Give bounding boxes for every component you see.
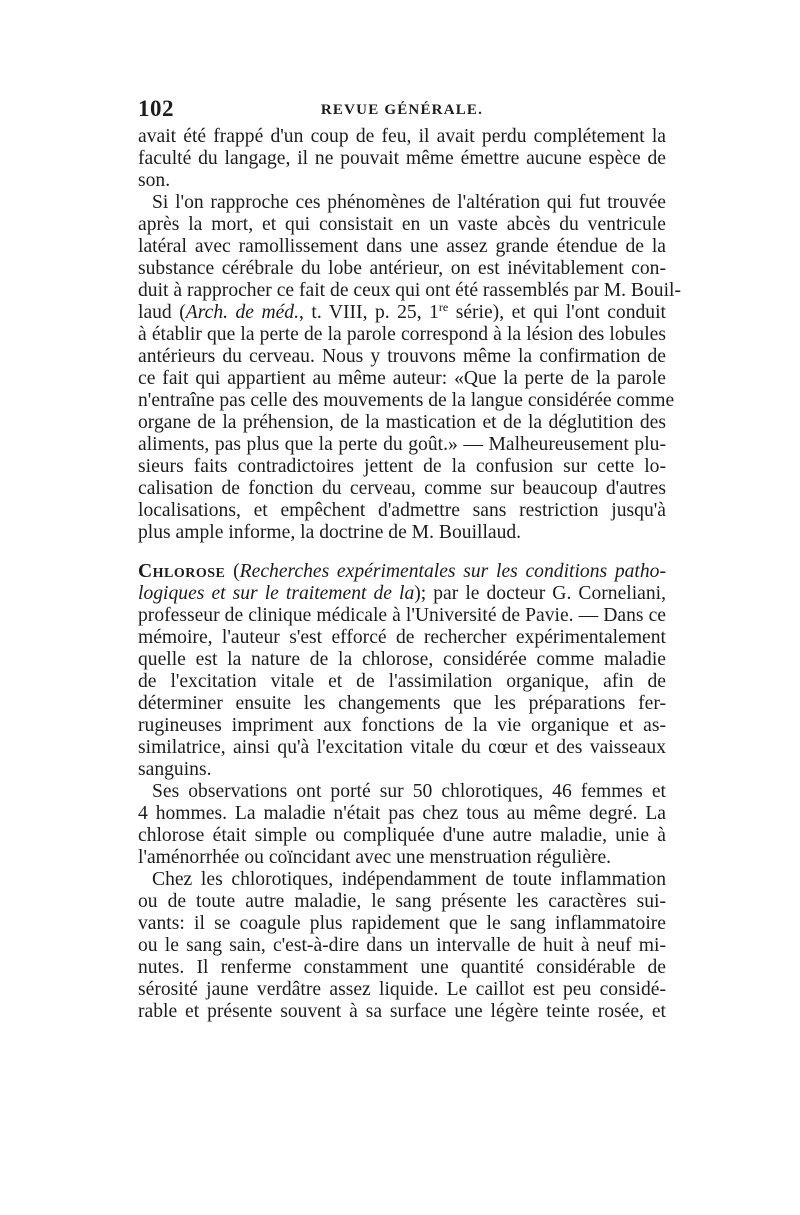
text-line: vants: il se coagule plus rapidement que le sang inflammatoire [138,913,666,934]
journal-title: Arch. de méd. [185,302,299,323]
text-line: plus ample informe, la doctrine de M. Bouillaud. [138,522,522,543]
running-title: REVUE GÉNÉRALE. [320,102,484,118]
text-line: déterminer ensuite les changements que les préparations fer- [138,693,666,714]
text-line: duit à rapprocher ce fait de ceux qui ont été rassemblés par M. Bouil- [138,280,681,301]
text-line: chlorose était simple ou compliquée d'une autre maladie, unie à [138,825,666,846]
text-line: sieurs faits contradictoires jettent de la confusion sur cette lo- [138,456,666,477]
text-line: mémoire, l'auteur s'est efforcé de rechercher expérimentalement [138,627,666,648]
paragraph-2 [138,192,681,544]
ref-superscript: re [438,300,449,314]
ref-middle: , t. VIII, p. 25, 1 [299,302,439,323]
ref-after: série), et qui l'ont conduit [448,302,666,323]
text-line: de l'excitation vitale et de l'assimilation organique, afin de [138,671,666,692]
page-number: 102 [138,96,174,121]
article-title-2: logiques et sur le traitement de la [138,583,415,604]
text-line: après la mort, et qui consistait en un vaste abcès du ventricule [138,214,666,235]
text-line: Chez les chlorotiques, indépendamment de toute inflammation [152,869,666,890]
text-line: substance cérébrale du lobe antérieur, on est inévitablement con- [138,258,666,279]
text-line: Si l'on rapproche ces phénomènes de l'altération qui fut trouvée [152,192,666,213]
text-line: ou le sang sain, c'est-à-dire dans un intervalle de huit à neuf mi- [138,935,666,956]
text-line: calisation de fonction du cerveau, comme sur beaucoup d'autres [138,478,666,499]
text-line: avait été frappé d'un coup de feu, il avait perdu complétement la [138,126,666,147]
text-line: 4 hommes. La maladie n'était pas chez tous au même degré. La [138,803,666,824]
text-line: à établir que la perte de la parole correspond à la lésion des lobules [138,324,666,345]
text-line: antérieurs du cerveau. Nous y trouvons même la confirmation de [138,346,666,367]
text-line: quelle est la nature de la chlorose, considérée comme maladie [138,649,666,670]
reference-line [138,302,666,324]
text-line: nutes. Il renferme constamment une quantité considérable de [138,957,666,978]
section-heading-line [138,561,666,583]
text-line: sanguins. [138,759,212,780]
document-page [138,96,681,1023]
text-line: ce fait qui appartient au même auteur: «Que la perte de la parole [138,368,666,389]
text-line: sérosité jaune verdâtre assez liquide. Le caillot est peu considé- [138,979,666,1000]
author-line: ); par le docteur G. Corneliani, [414,583,666,604]
paren-open: ( [225,561,240,582]
article-title-1: Recherches expérimentales sur les conditions patho- [239,561,666,582]
text-line: aliments, pas plus que la perte du goût.» — Malheureusement plu- [138,434,666,455]
text-line: latéral avec ramollissement dans une assez grande étendue de la [138,236,666,257]
text-line: similatrice, ainsi qu'à l'excitation vitale du cœur et des vaisseaux [138,737,666,758]
article-title-line [138,583,666,605]
chlorose-section [138,561,666,1023]
text-line: localisations, et empêchent d'admettre sans restriction jusqu'à [138,500,666,521]
text-line: rugineuses impriment aux fonctions de la vie organique et as- [138,715,666,736]
text-line: faculté du langage, il ne pouvait même émettre aucune espèce de [138,148,666,169]
paragraph-1 [138,126,666,192]
text-line: l'aménorrhée ou coïncidant avec une menstruation régulière. [138,847,612,868]
text-line: son. [138,170,171,191]
text-line: rable et présente souvent à sa surface une légère teinte rosée, et [138,1001,666,1022]
text-line: n'entraîne pas celle des mouvements de la langue considérée comme [138,390,675,411]
text-line: professeur de clinique médicale à l'Université de Pavie. — Dans ce [138,605,666,626]
ref-before: laud ( [138,302,186,323]
text-line: Ses observations ont porté sur 50 chlorotiques, 46 femmes et [152,781,666,802]
text-line: ou de toute autre maladie, le sang présente les caractères sui- [138,891,666,912]
section-gap [138,544,666,561]
page-header [138,96,666,126]
section-heading: Chlorose [138,561,226,582]
text-line: organe de la préhension, de la mastication et de la déglutition des [138,412,666,433]
